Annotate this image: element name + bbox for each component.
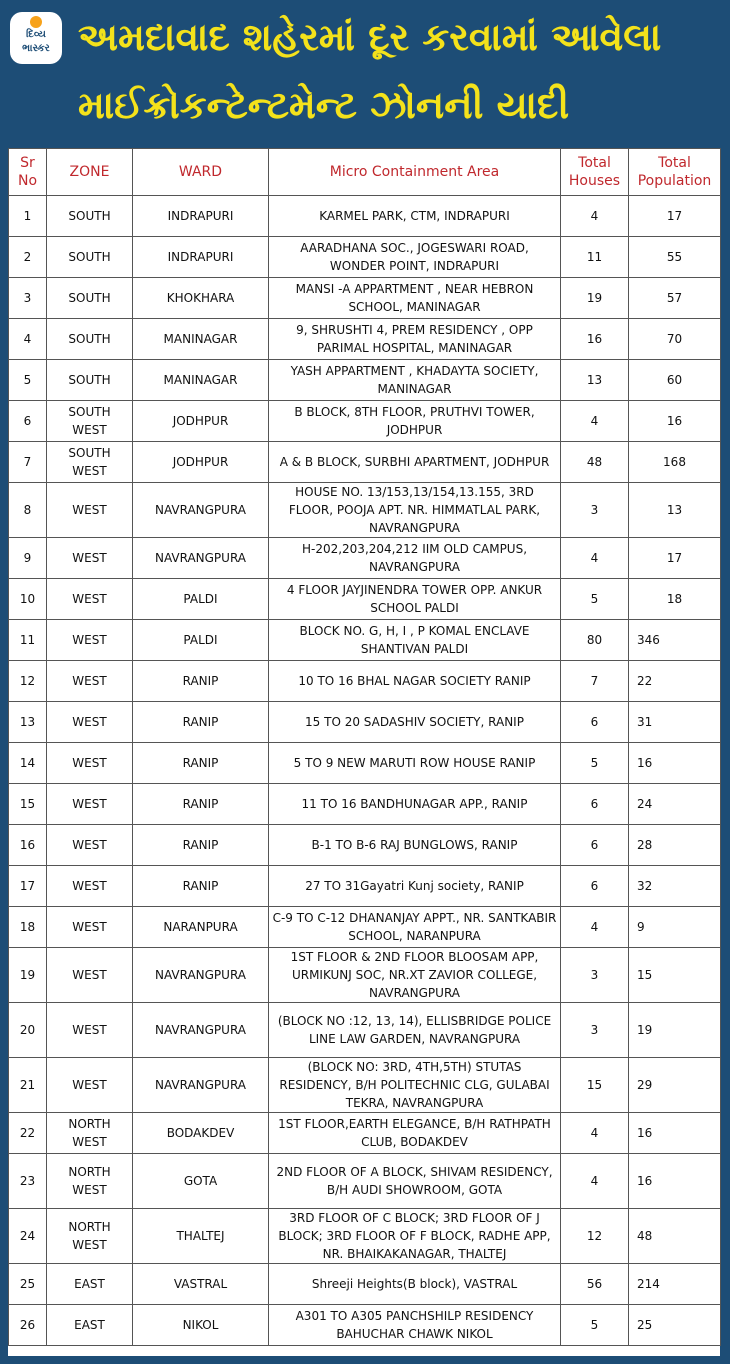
cell-sr-no: 23 [9, 1154, 47, 1209]
cell-sr-no: 24 [9, 1209, 47, 1264]
brand-line-1: દિવ્ય [26, 29, 46, 40]
cell-zone: NORTH WEST [47, 1209, 133, 1264]
header [0, 0, 730, 148]
cell-total-population: 29 [629, 1058, 721, 1113]
table-row [9, 237, 721, 278]
cell-sr-no: 5 [9, 360, 47, 401]
cell-total-population: 18 [629, 579, 721, 620]
cell-ward: NAVRANGPURA [133, 948, 269, 1003]
cell-ward: JODHPUR [133, 401, 269, 442]
table-row [9, 1264, 721, 1305]
cell-sr-no: 19 [9, 948, 47, 1003]
cell-ward: RANIP [133, 743, 269, 784]
cell-zone: WEST [47, 661, 133, 702]
cell-zone: WEST [47, 483, 133, 538]
cell-total-population: 28 [629, 825, 721, 866]
cell-area: H-202,203,204,212 IIM OLD CAMPUS, NAVRANGPURA [269, 538, 561, 579]
cell-total-population: 16 [629, 1154, 721, 1209]
table-row [9, 1209, 721, 1264]
cell-area: 10 TO 16 BHAL NAGAR SOCIETY RANIP [269, 661, 561, 702]
cell-area: 1ST FLOOR & 2ND FLOOR BLOOSAM APP, URMIKUNJ SOC, NR.XT ZAVIOR COLLEGE, NAVRANGPURA [269, 948, 561, 1003]
table-row [9, 661, 721, 702]
table-row [9, 702, 721, 743]
cell-sr-no: 6 [9, 401, 47, 442]
cell-ward: NAVRANGPURA [133, 483, 269, 538]
cell-total-population: 48 [629, 1209, 721, 1264]
cell-total-houses: 4 [561, 1113, 629, 1154]
cell-total-houses: 56 [561, 1264, 629, 1305]
table-row [9, 1305, 721, 1346]
cell-area: 15 TO 20 SADASHIV SOCIETY, RANIP [269, 702, 561, 743]
cell-total-population: 16 [629, 743, 721, 784]
cell-sr-no: 1 [9, 196, 47, 237]
table-row [9, 483, 721, 538]
cell-area: 11 TO 16 BANDHUNAGAR APP., RANIP [269, 784, 561, 825]
cell-area: YASH APPARTMENT , KHADAYTA SOCIETY, MANINAGAR [269, 360, 561, 401]
cell-total-houses: 48 [561, 442, 629, 483]
cell-ward: RANIP [133, 866, 269, 907]
cell-total-population: 9 [629, 907, 721, 948]
cell-area: KARMEL PARK, CTM, INDRAPURI [269, 196, 561, 237]
cell-ward: RANIP [133, 784, 269, 825]
cell-area: B-1 TO B-6 RAJ BUNGLOWS, RANIP [269, 825, 561, 866]
cell-area: 1ST FLOOR,EARTH ELEGANCE, B/H RATHPATH CLUB, BODAKDEV [269, 1113, 561, 1154]
cell-total-population: 19 [629, 1003, 721, 1058]
cell-total-population: 16 [629, 1113, 721, 1154]
cell-zone: SOUTH [47, 196, 133, 237]
cell-total-population: 60 [629, 360, 721, 401]
cell-zone: WEST [47, 1003, 133, 1058]
title-line-2: માઈક્રોકન્ટેન્ટમેન્ટ ઝોનની યાદી [78, 83, 570, 127]
cell-sr-no: 7 [9, 442, 47, 483]
cell-zone: WEST [47, 579, 133, 620]
table-body [9, 196, 721, 1346]
cell-ward: NAVRANGPURA [133, 1058, 269, 1113]
cell-area: B BLOCK, 8TH FLOOR, PRUTHVI TOWER, JODHPUR [269, 401, 561, 442]
cell-zone: SOUTH WEST [47, 442, 133, 483]
cell-sr-no: 26 [9, 1305, 47, 1346]
cell-ward: INDRAPURI [133, 237, 269, 278]
cell-zone: WEST [47, 866, 133, 907]
cell-sr-no: 10 [9, 579, 47, 620]
cell-total-population: 31 [629, 702, 721, 743]
cell-zone: WEST [47, 538, 133, 579]
cell-area: HOUSE NO. 13/153,13/154,13.155, 3RD FLOOR, POOJA APT. NR. HIMMATLAL PARK, NAVRANGPURA [269, 483, 561, 538]
cell-ward: PALDI [133, 620, 269, 661]
cell-sr-no: 11 [9, 620, 47, 661]
cell-ward: PALDI [133, 579, 269, 620]
cell-zone: WEST [47, 702, 133, 743]
cell-ward: RANIP [133, 702, 269, 743]
cell-total-population: 13 [629, 483, 721, 538]
header-sr-no: Sr No [9, 149, 47, 196]
cell-area: A & B BLOCK, SURBHI APARTMENT, JODHPUR [269, 442, 561, 483]
table-row [9, 948, 721, 1003]
cell-total-population: 15 [629, 948, 721, 1003]
cell-sr-no: 13 [9, 702, 47, 743]
table-row [9, 579, 721, 620]
cell-total-houses: 3 [561, 1003, 629, 1058]
table-row [9, 743, 721, 784]
cell-zone: WEST [47, 784, 133, 825]
table-row [9, 1154, 721, 1209]
cell-sr-no: 21 [9, 1058, 47, 1113]
cell-total-population: 32 [629, 866, 721, 907]
cell-zone: NORTH WEST [47, 1113, 133, 1154]
cell-sr-no: 25 [9, 1264, 47, 1305]
cell-total-houses: 4 [561, 401, 629, 442]
cell-sr-no: 14 [9, 743, 47, 784]
cell-ward: RANIP [133, 825, 269, 866]
cell-area: A301 TO A305 PANCHSHILP RESIDENCY BAHUCHAR CHAWK NIKOL [269, 1305, 561, 1346]
cell-area: (BLOCK NO :12, 13, 14), ELLISBRIDGE POLICE LINE LAW GARDEN, NAVRANGPURA [269, 1003, 561, 1058]
cell-sr-no: 2 [9, 237, 47, 278]
cell-zone: SOUTH [47, 360, 133, 401]
table-row [9, 1003, 721, 1058]
cell-sr-no: 18 [9, 907, 47, 948]
cell-ward: RANIP [133, 661, 269, 702]
cell-total-houses: 7 [561, 661, 629, 702]
cell-area: 27 TO 31Gayatri Kunj society, RANIP [269, 866, 561, 907]
header-area: Micro Containment Area [269, 149, 561, 196]
cell-zone: WEST [47, 948, 133, 1003]
cell-total-houses: 6 [561, 702, 629, 743]
cell-sr-no: 15 [9, 784, 47, 825]
cell-zone: WEST [47, 825, 133, 866]
cell-zone: WEST [47, 743, 133, 784]
cell-ward: BODAKDEV [133, 1113, 269, 1154]
table-row [9, 196, 721, 237]
containment-table-container [8, 148, 720, 1356]
table-row [9, 401, 721, 442]
cell-ward: NAVRANGPURA [133, 538, 269, 579]
cell-total-houses: 11 [561, 237, 629, 278]
cell-area: 4 FLOOR JAYJINENDRA TOWER OPP. ANKUR SCHOOL PALDI [269, 579, 561, 620]
cell-zone: WEST [47, 620, 133, 661]
table-row [9, 538, 721, 579]
cell-area: 5 TO 9 NEW MARUTI ROW HOUSE RANIP [269, 743, 561, 784]
cell-total-houses: 5 [561, 579, 629, 620]
cell-zone: EAST [47, 1305, 133, 1346]
cell-total-houses: 13 [561, 360, 629, 401]
cell-zone: SOUTH [47, 319, 133, 360]
cell-total-houses: 16 [561, 319, 629, 360]
cell-ward: VASTRAL [133, 1264, 269, 1305]
cell-sr-no: 20 [9, 1003, 47, 1058]
cell-total-population: 17 [629, 538, 721, 579]
table-row [9, 442, 721, 483]
cell-total-population: 24 [629, 784, 721, 825]
cell-area: 2ND FLOOR OF A BLOCK, SHIVAM RESIDENCY, B/H AUDI SHOWROOM, GOTA [269, 1154, 561, 1209]
cell-zone: WEST [47, 907, 133, 948]
table-row [9, 825, 721, 866]
cell-ward: NIKOL [133, 1305, 269, 1346]
cell-sr-no: 9 [9, 538, 47, 579]
table-row [9, 278, 721, 319]
cell-total-population: 57 [629, 278, 721, 319]
cell-total-population: 55 [629, 237, 721, 278]
brand-logo [10, 12, 62, 64]
cell-area: BLOCK NO. G, H, I , P KOMAL ENCLAVE SHANTIVAN PALDI [269, 620, 561, 661]
cell-area: 3RD FLOOR OF C BLOCK; 3RD FLOOR OF J BLOCK; 3RD FLOOR OF F BLOCK, RADHE APP, NR. BHAIKAKANAGAR, THALTEJ [269, 1209, 561, 1264]
cell-total-houses: 6 [561, 866, 629, 907]
cell-ward: INDRAPURI [133, 196, 269, 237]
cell-total-houses: 3 [561, 483, 629, 538]
cell-ward: MANINAGAR [133, 360, 269, 401]
table-row [9, 360, 721, 401]
cell-total-houses: 4 [561, 196, 629, 237]
cell-ward: KHOKHARA [133, 278, 269, 319]
cell-area: 9, SHRUSHTI 4, PREM RESIDENCY , OPP PARIMAL HOSPITAL, MANINAGAR [269, 319, 561, 360]
containment-table [8, 148, 721, 1346]
cell-total-houses: 4 [561, 1154, 629, 1209]
cell-total-population: 25 [629, 1305, 721, 1346]
cell-zone: SOUTH [47, 278, 133, 319]
cell-total-houses: 4 [561, 538, 629, 579]
cell-total-houses: 6 [561, 784, 629, 825]
header-total-houses: Total Houses [561, 149, 629, 196]
cell-total-population: 17 [629, 196, 721, 237]
cell-total-houses: 5 [561, 743, 629, 784]
table-row [9, 319, 721, 360]
cell-ward: NARANPURA [133, 907, 269, 948]
cell-total-population: 214 [629, 1264, 721, 1305]
cell-zone: NORTH WEST [47, 1154, 133, 1209]
cell-area: (BLOCK NO: 3RD, 4TH,5TH) STUTAS RESIDENCY, B/H POLITECHNIC CLG, GULABAI TEKRA, NAVRANGPURA [269, 1058, 561, 1113]
cell-total-population: 346 [629, 620, 721, 661]
table-row [9, 866, 721, 907]
sun-icon [30, 16, 42, 28]
cell-total-houses: 80 [561, 620, 629, 661]
cell-total-population: 168 [629, 442, 721, 483]
cell-area: C-9 TO C-12 DHANANJAY APPT., NR. SANTKABIR SCHOOL, NARANPURA [269, 907, 561, 948]
cell-area: Shreeji Heights(B block), VASTRAL [269, 1264, 561, 1305]
cell-total-population: 22 [629, 661, 721, 702]
cell-zone: SOUTH WEST [47, 401, 133, 442]
cell-sr-no: 16 [9, 825, 47, 866]
cell-sr-no: 4 [9, 319, 47, 360]
cell-sr-no: 12 [9, 661, 47, 702]
cell-ward: MANINAGAR [133, 319, 269, 360]
header-zone: ZONE [47, 149, 133, 196]
cell-ward: GOTA [133, 1154, 269, 1209]
cell-ward: THALTEJ [133, 1209, 269, 1264]
table-row [9, 784, 721, 825]
title-line-1: અમદાવાદ શહેરમાં દૂર કરવામાં આવેલા [78, 15, 662, 59]
table-row [9, 620, 721, 661]
cell-total-population: 70 [629, 319, 721, 360]
cell-sr-no: 22 [9, 1113, 47, 1154]
table-row [9, 1113, 721, 1154]
cell-total-houses: 3 [561, 948, 629, 1003]
table-row [9, 907, 721, 948]
cell-sr-no: 8 [9, 483, 47, 538]
table-header-row [9, 149, 721, 196]
header-ward: WARD [133, 149, 269, 196]
header-total-population: Total Population [629, 149, 721, 196]
cell-area: MANSI -A APPARTMENT , NEAR HEBRON SCHOOL, MANINAGAR [269, 278, 561, 319]
cell-zone: WEST [47, 1058, 133, 1113]
cell-zone: SOUTH [47, 237, 133, 278]
cell-zone: EAST [47, 1264, 133, 1305]
cell-sr-no: 3 [9, 278, 47, 319]
cell-total-houses: 15 [561, 1058, 629, 1113]
cell-area: AARADHANA SOC., JOGESWARI ROAD, WONDER POINT, INDRAPURI [269, 237, 561, 278]
cell-ward: JODHPUR [133, 442, 269, 483]
cell-total-houses: 19 [561, 278, 629, 319]
cell-total-houses: 4 [561, 907, 629, 948]
cell-sr-no: 17 [9, 866, 47, 907]
cell-total-houses: 6 [561, 825, 629, 866]
brand-line-2: ભાસ્કર [22, 43, 50, 54]
cell-ward: NAVRANGPURA [133, 1003, 269, 1058]
table-row [9, 1058, 721, 1113]
cell-total-population: 16 [629, 401, 721, 442]
cell-total-houses: 5 [561, 1305, 629, 1346]
cell-total-houses: 12 [561, 1209, 629, 1264]
